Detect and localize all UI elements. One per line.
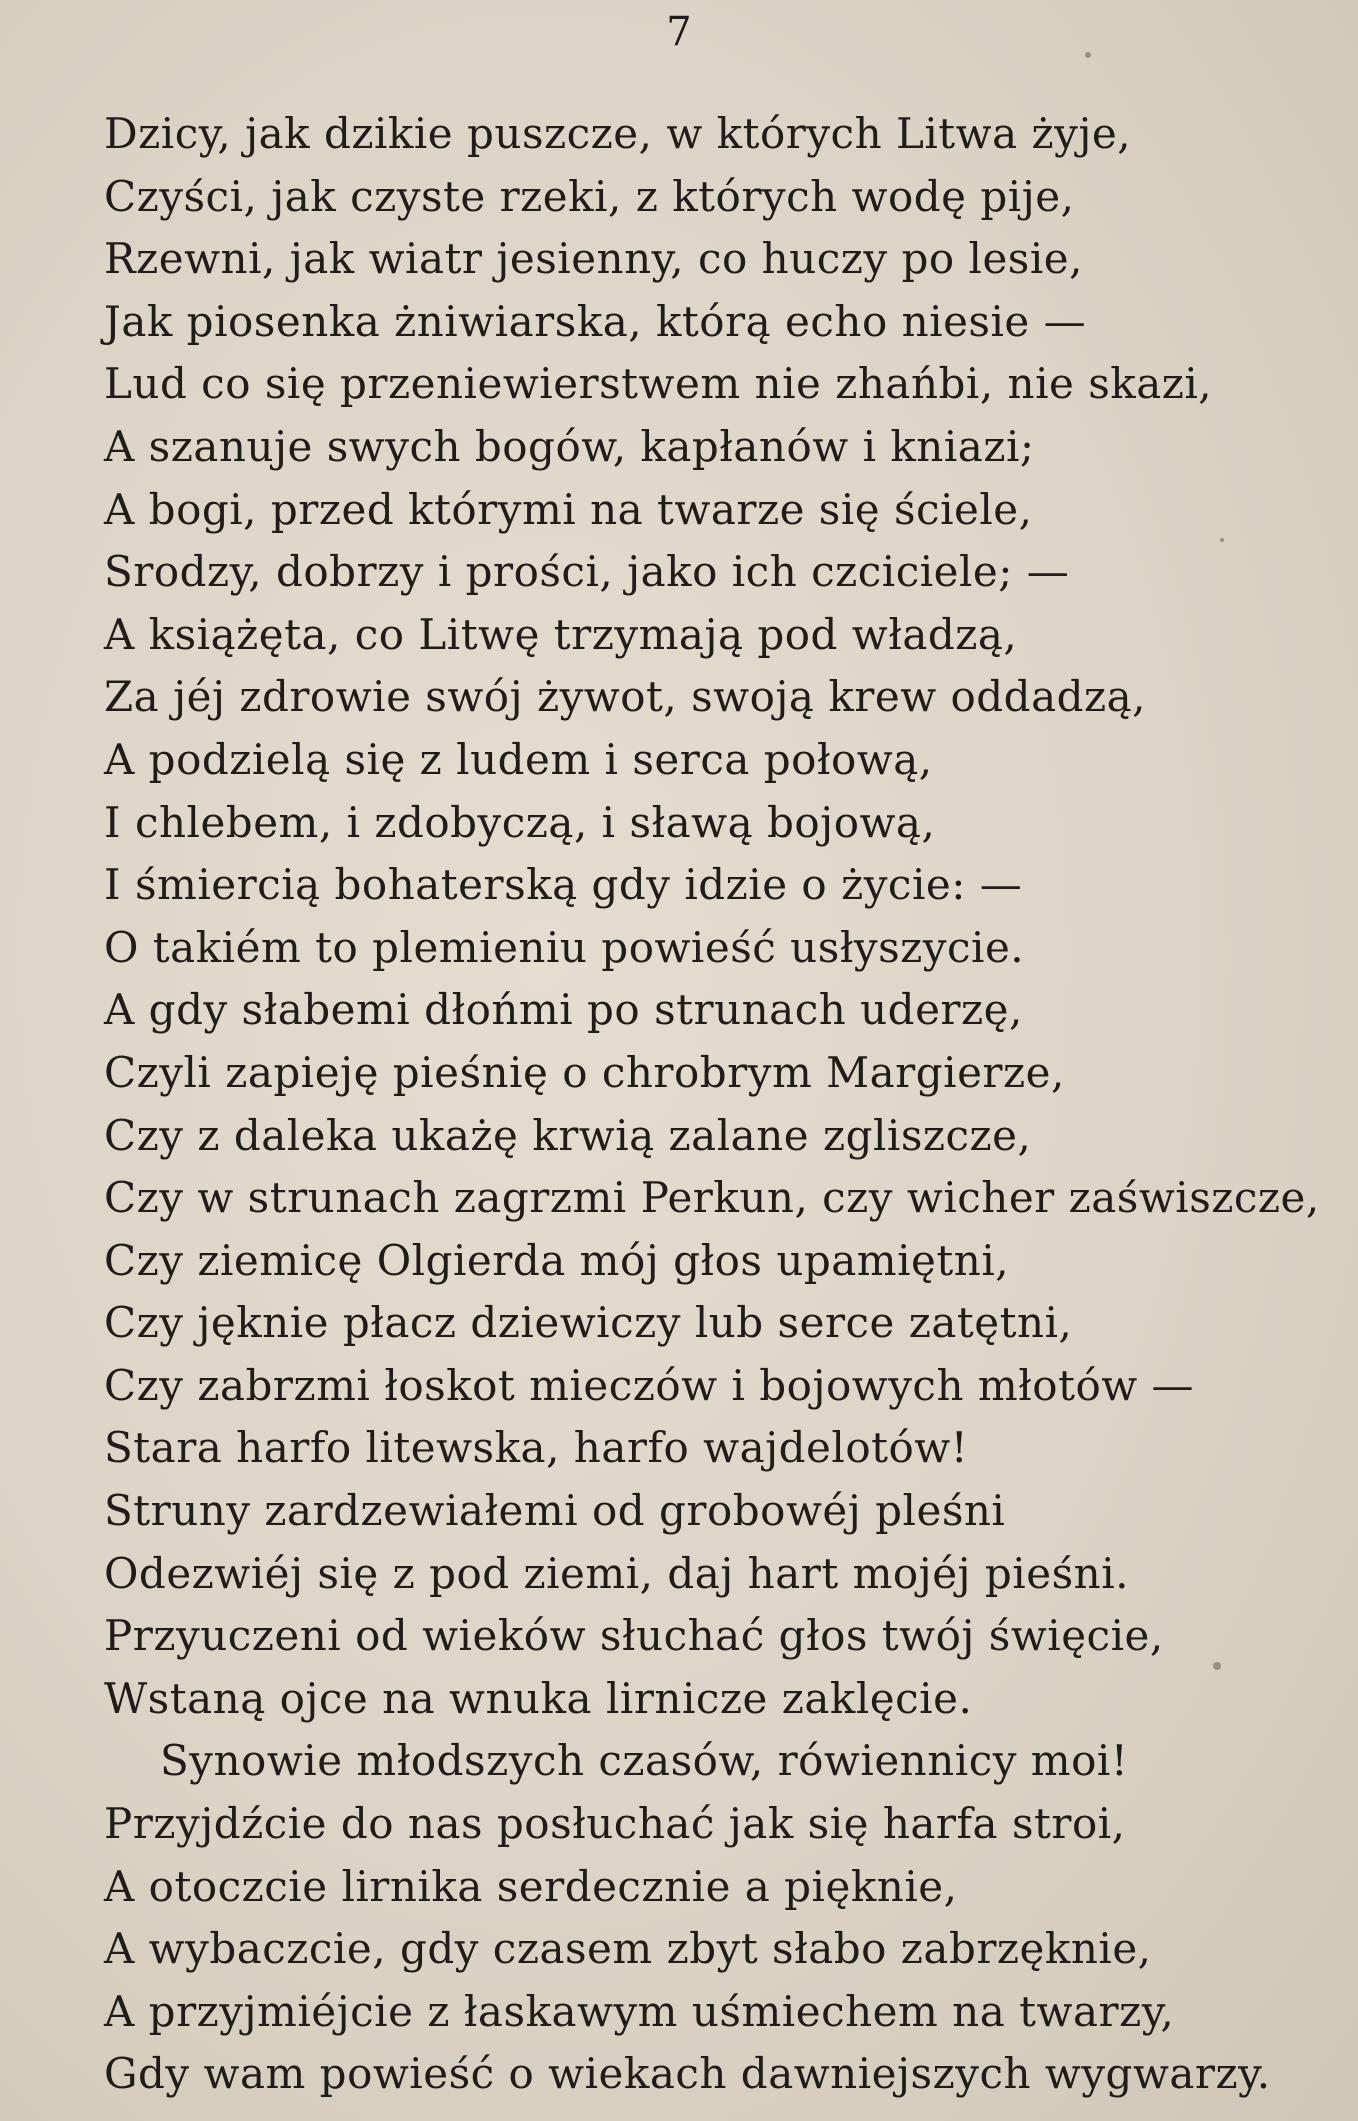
poem-text	[104, 103, 1324, 2106]
poem-line: Czy zabrzmi łoskot mieczów i bojowych młotów —	[104, 1360, 1195, 1410]
poem-line: A przyjmiéjcie z łaskawym uśmiechem na twarzy,	[104, 1986, 1175, 2036]
page-number: 7	[666, 9, 692, 55]
paper-speck	[1220, 538, 1224, 542]
poem-line: Przyjdźcie do nas posłuchać jak się harfa stroi,	[104, 1799, 1126, 1849]
poem-line: Czyli zapieję pieśnię o chrobrym Margierze,	[104, 1047, 1065, 1097]
poem-line: Stara harfo litewska, harfo wajdelotów!	[104, 1423, 969, 1473]
poem-line: Srodzy, dobrzy i prości, jako ich czciciele; —	[104, 547, 1070, 597]
poem-line: Gdy wam powieść o wiekach dawniejszych wygwarzy.	[104, 2049, 1271, 2099]
poem-line: A gdy słabemi dłońmi po strunach uderzę,	[104, 985, 1023, 1035]
poem-line: Czy jęknie płacz dziewiczy lub serce zatętni,	[104, 1298, 1073, 1348]
poem-line: Struny zardzewiałemi od grobowéj pleśni	[104, 1486, 1006, 1536]
poem-line: Rzewni, jak wiatr jesienny, co huczy po lesie,	[104, 234, 1083, 284]
poem-line: I chlebem, i zdobyczą, i sławą bojową,	[104, 797, 936, 847]
poem-line: Dzicy, jak dzikie puszcze, w których Litwa żyje,	[104, 109, 1132, 158]
poem-line: O takiém to plemieniu powieść usłyszycie.	[104, 922, 1025, 972]
poem-line: A książęta, co Litwę trzymają pod władzą,	[104, 609, 1018, 659]
poem-line: Jak piosenka żniwiarska, którą echo niesie —	[104, 296, 1087, 346]
paper-speck	[1213, 1662, 1221, 1670]
poem-line: A otoczcie lirnika serdecznie a pięknie,	[104, 1861, 958, 1911]
poem-line: A wybaczcie, gdy czasem zbyt słabo zabrzęknie,	[104, 1924, 1152, 1974]
poem-line: Za jéj zdrowie swój żywot, swoją krew oddadzą,	[104, 672, 1147, 722]
poem-line: Czy ziemicę Olgierda mój głos upamiętni,	[104, 1235, 1010, 1285]
poem-line: A bogi, przed którymi na twarze się ściele,	[104, 484, 1033, 534]
poem-line: Czy w strunach zagrzmi Perkun, czy wicher zaświszcze,	[104, 1173, 1320, 1223]
poem-line: A szanuje swych bogów, kapłanów i kniazi;	[104, 421, 1035, 471]
poem-line: Lud co się przeniewierstwem nie zhańbi, nie skazi,	[104, 359, 1213, 409]
poem-line: A podzielą się z ludem i serca połową,	[104, 734, 933, 784]
paper-speck	[1085, 52, 1091, 58]
poem-line: Odezwiéj się z pod ziemi, daj hart mojéj pieśni.	[104, 1548, 1129, 1598]
poem-line: Wstaną ojce na wnuka lirnicze zaklęcie.	[104, 1673, 973, 1723]
poem-line: Czy z daleka ukażę krwią zalane zgliszcze,	[104, 1110, 1032, 1160]
poem-line-indented: Synowie młodszych czasów, rówiennicy moi!	[160, 1736, 1129, 1786]
poem-line: Czyści, jak czyste rzeki, z których wodę pije,	[104, 171, 1075, 221]
poem-line: I śmiercią bohaterską gdy idzie o życie: —	[104, 860, 1023, 910]
poem-line: Przyuczeni od wieków słuchać głos twój święcie,	[104, 1611, 1164, 1661]
